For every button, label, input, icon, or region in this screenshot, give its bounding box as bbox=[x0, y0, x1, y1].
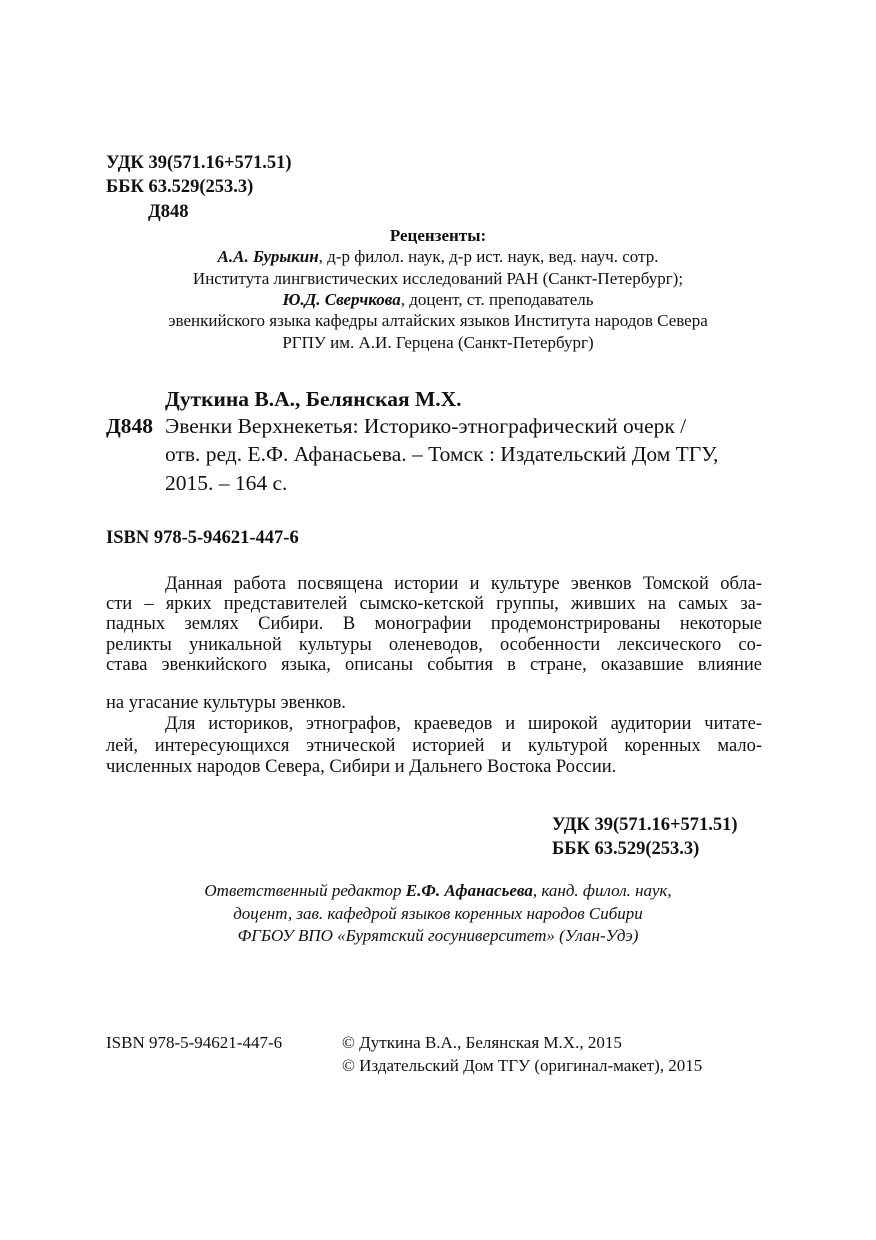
reviewer-2-affiliation: эвенкийского языка кафедры алтайских языков Института народов Севера bbox=[168, 311, 708, 330]
reviewer-1-credentials: , д-р филол. наук, д-р ист. наук, вед. науч. сотр. bbox=[318, 247, 659, 266]
reviewer-1-affiliation: Института лингвистических исследований РАН (Санкт-Петербург); bbox=[192, 269, 684, 288]
reviewer-2-affiliation-2: РГПУ им. А.И. Герцена (Санкт-Петербург) bbox=[282, 333, 594, 352]
editor-affiliation: ФГБОУ ВПО «Бурятский госуниверситет» (Улан-Удэ) bbox=[237, 926, 639, 945]
entry-year-pages: 2015. – 164 с. bbox=[165, 471, 288, 495]
editor-line bbox=[0, 881, 876, 901]
abstract-line: лей, интересующихся этнической историей и культурой коренных мало- bbox=[106, 736, 762, 756]
abstract-line: на угасание культуры эвенков. bbox=[106, 693, 346, 713]
editor-credentials: , канд. филол. наук, bbox=[532, 881, 672, 900]
reviewers-title: Рецензенты: bbox=[389, 226, 487, 245]
reviewer-2-name: Ю.Д. Сверчкова bbox=[282, 290, 401, 309]
isbn-bold: ISBN 978-5-94621-447-6 bbox=[106, 528, 299, 548]
abstract-line: сти – ярких представителей сымско-кетской группы, живших на самых за- bbox=[106, 594, 762, 614]
footer-isbn: ISBN 978-5-94621-447-6 bbox=[106, 1033, 283, 1052]
editor-position: доцент, зав. кафедрой языков коренных народов Сибири bbox=[233, 904, 643, 923]
reviewer-2-credentials: , доцент, ст. преподаватель bbox=[400, 290, 594, 309]
editor-prefix: Ответственный редактор bbox=[204, 881, 406, 900]
udk-header: УДК 39(571.16+571.51) bbox=[106, 153, 292, 173]
entry-code: Д848 bbox=[106, 414, 154, 438]
reviewer-2 bbox=[0, 290, 876, 310]
bbk-footer: ББК 63.529(253.3) bbox=[552, 839, 700, 859]
reviewer-1-name: А.А. Бурыкин bbox=[217, 247, 319, 266]
bbk-header: ББК 63.529(253.3) bbox=[106, 177, 254, 197]
abstract-line: численных народов Севера, Сибири и Дальнего Востока России. bbox=[106, 757, 617, 777]
abstract-line: Для историков, этнографов, краеведов и широкой аудитории читате- bbox=[165, 714, 762, 734]
entry-authors: Дуткина В.А., Белянская М.Х. bbox=[165, 387, 462, 411]
author-code: Д848 bbox=[148, 202, 189, 222]
reviewer-1 bbox=[0, 247, 876, 267]
abstract-line: реликты уникальной культуры оленеводов, особенности лексического со- bbox=[106, 635, 762, 655]
editor-name: Е.Ф. Афанасьева bbox=[405, 881, 533, 900]
copyright-publisher: © Издательский Дом ТГУ (оригинал-макет), 2015 bbox=[342, 1056, 703, 1075]
abstract-line: падных землях Сибири. В монографии продемонстрированы некоторые bbox=[106, 614, 762, 634]
udk-footer: УДК 39(571.16+571.51) bbox=[552, 815, 738, 835]
entry-title: Эвенки Верхнекетья: Историко-этнографический очерк / bbox=[165, 414, 687, 438]
abstract-line: Данная работа посвящена истории и культуре эвенков Томской обла- bbox=[165, 574, 762, 594]
copyright-authors: © Дуткина В.А., Белянская М.Х., 2015 bbox=[342, 1033, 622, 1052]
entry-publication: отв. ред. Е.Ф. Афанасьева. – Томск : Издательский Дом ТГУ, bbox=[165, 442, 719, 466]
abstract-line: става эвенкийского языка, описаны события в стране, оказавшие влияние bbox=[106, 655, 762, 675]
